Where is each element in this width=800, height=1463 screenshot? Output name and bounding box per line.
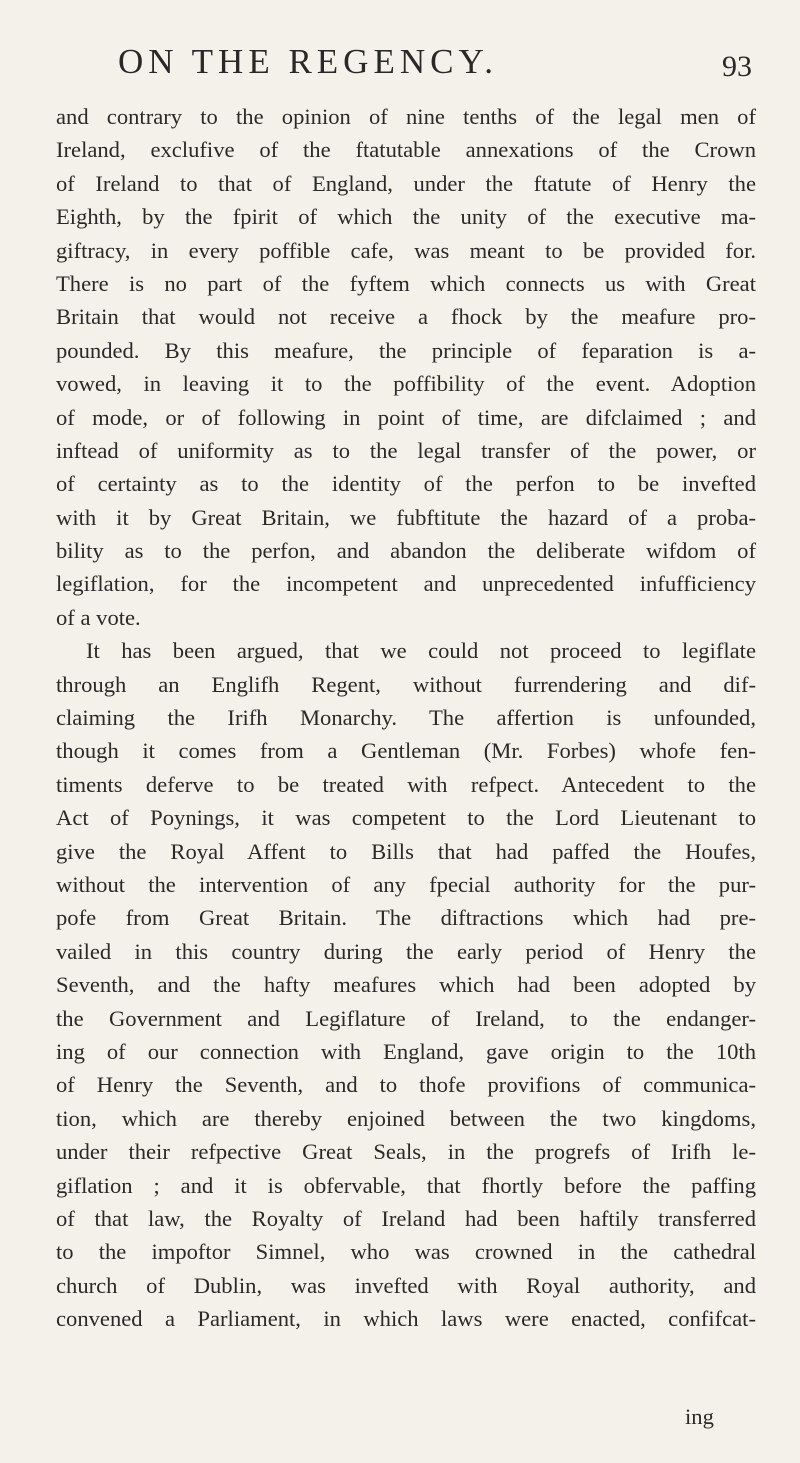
text-line: and contrary to the opinion of nine tenths of the legal men of [56,104,756,129]
text-line: the Government and Legiflature of Ireland, to the endanger- [56,1005,756,1031]
text-line: church of Dublin, was invefted with Royal authority, and [56,1272,756,1298]
text-line: inftead of uniformity as to the legal transfer of the power, or [56,437,756,463]
text-line: pofe from Great Britain. The diftractions which had pre- [56,905,756,931]
running-head: ON THE REGENCY. [118,42,498,81]
text-line: to the impoftor Simnel, who was crowned in the cathedral [56,1239,756,1265]
text-line: Ireland, exclufive of the ftatutable annexations of the Crown [56,137,756,163]
text-line: tion, which are thereby enjoined between the two kingdoms, [56,1105,756,1131]
paragraph-start-line: It has been argued, that we could not proceed to legiflate [86,638,756,664]
text-line: There is no part of the fyftem which connects us with Great [56,270,756,296]
text-line: with it by Great Britain, we fubftitute the hazard of a proba- [56,504,756,530]
text-line: vowed, in leaving it to the poffibility of the event. Adoption [56,371,756,397]
text-line: vailed in this country during the early period of Henry the [56,938,756,964]
text-line: claiming the Irifh Monarchy. The affertion is unfounded, [56,705,756,731]
text-line: giftracy, in every poffible cafe, was meant to be provided for. [56,237,756,263]
text-line: bility as to the perfon, and abandon the deliberate wifdom of [56,538,756,564]
text-line: convened a Parliament, in which laws were enacted, confifcat- [56,1306,756,1332]
text-line: through an Englifh Regent, without furrendering and dif- [56,671,756,697]
text-line: though it comes from a Gentleman (Mr. Forbes) whofe fen- [56,738,756,764]
text-line: Britain that would not receive a fhock by the meafure pro- [56,304,756,330]
text-line: of Henry the Seventh, and to thofe provifions of communica- [56,1072,756,1098]
page-number: 93 [722,50,752,83]
text-line: of that law, the Royalty of Ireland had been haftily transferred [56,1205,756,1231]
text-line: of Ireland to that of England, under the ftatute of Henry the [56,170,756,196]
text-line: pounded. By this meafure, the principle of feparation is a- [56,337,756,363]
text-line: Act of Poynings, it was competent to the Lord Lieutenant to [56,805,756,831]
text-line: ing of our connection with England, gave origin to the 10th [56,1038,756,1064]
paragraph-end-line: of a vote. [56,604,141,630]
text-line: Eighth, by the fpirit of which the unity of the executive ma- [56,204,756,230]
text-line: of certainty as to the identity of the perfon to be invefted [56,471,756,497]
text-line: giflation ; and it is obfervable, that fhortly before the paffing [56,1172,756,1198]
text-line: legiflation, for the incompetent and unprecedented infufficiency [56,571,756,597]
text-line: of mode, or of following in point of time, are difclaimed ; and [56,404,756,430]
text-line: under their refpective Great Seals, in the progrefs of Irifh le- [56,1139,756,1165]
text-line: without the intervention of any fpecial authority for the pur- [56,871,756,897]
catchword: ing [685,1404,714,1429]
text-line: give the Royal Affent to Bills that had paffed the Houfes, [56,838,756,864]
text-line: timents deferve to be treated with refpect. Antecedent to the [56,771,756,797]
page-header [118,42,758,86]
text-line: Seventh, and the hafty meafures which had been adopted by [56,972,756,998]
body-text [56,100,756,1335]
